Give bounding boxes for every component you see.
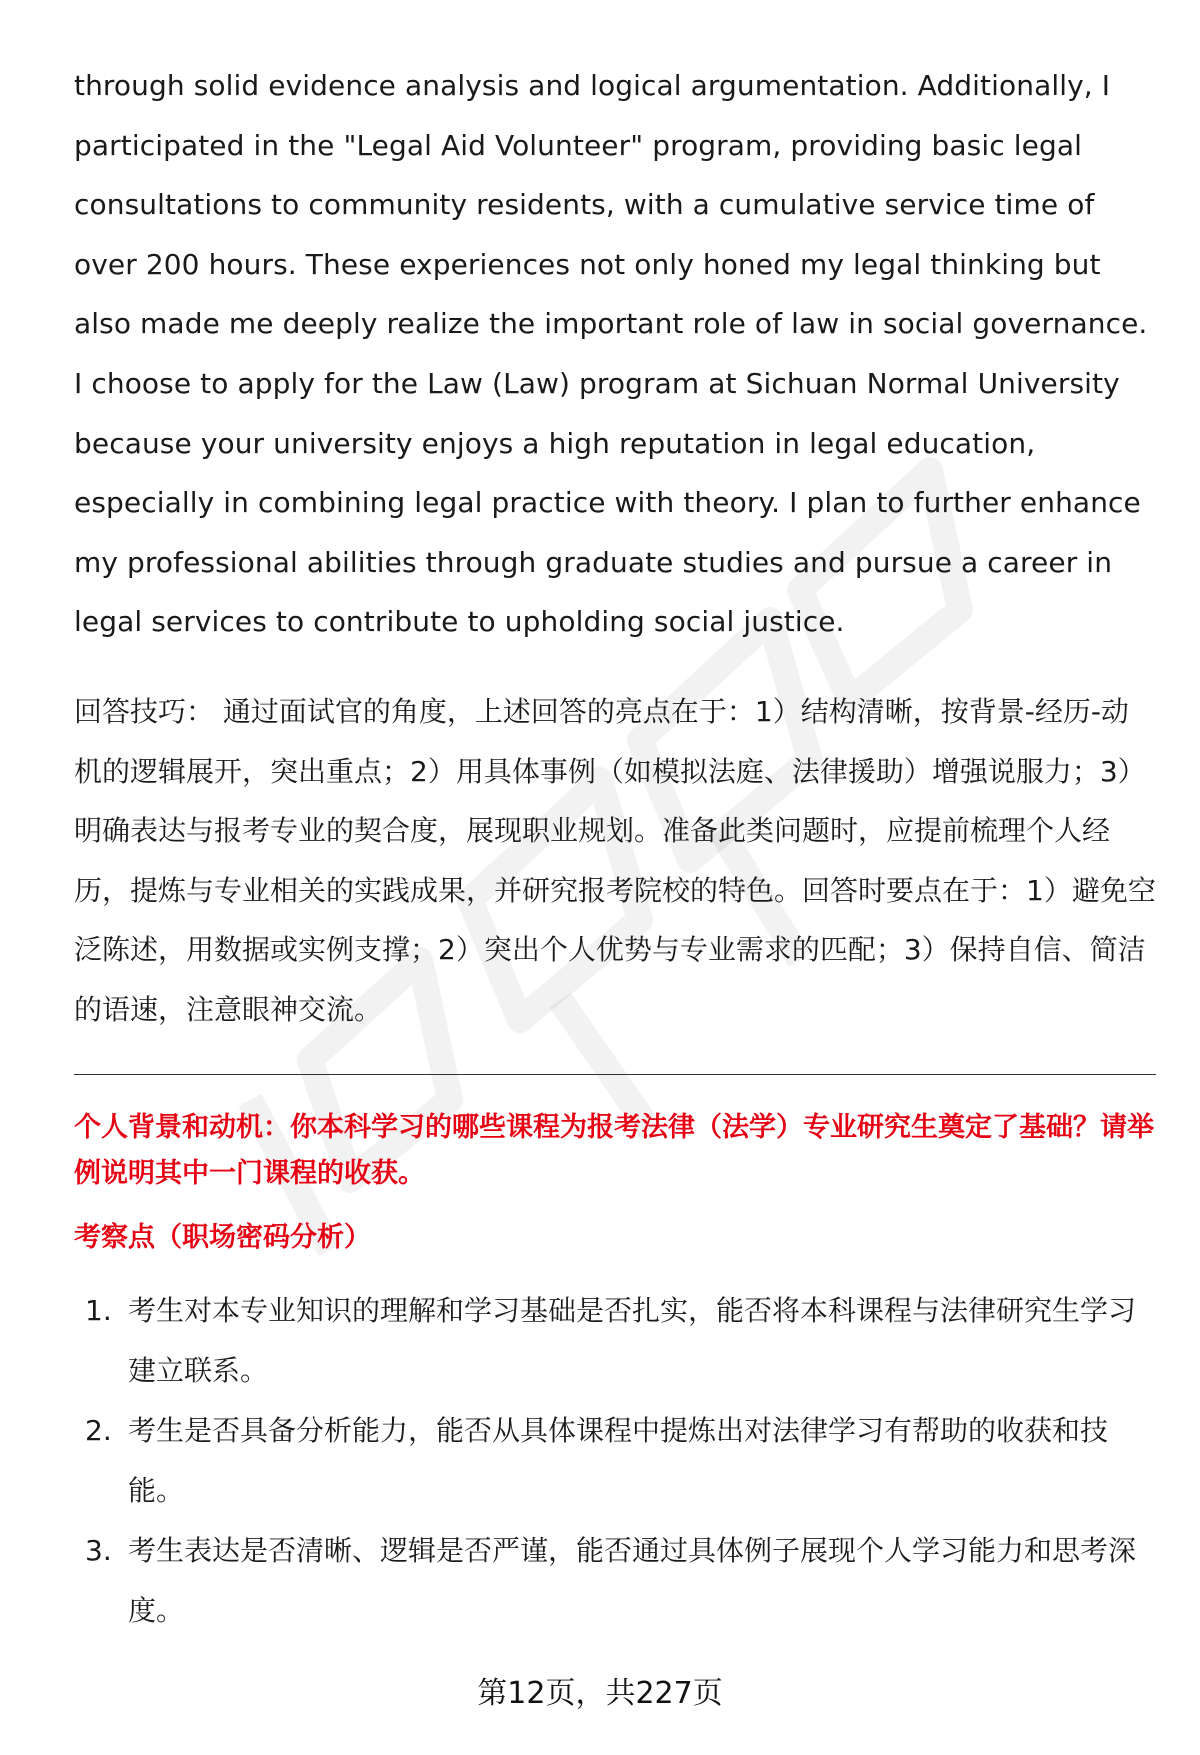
list-item-number: 1. bbox=[85, 1293, 112, 1327]
list-item-number: 2. bbox=[85, 1413, 112, 1447]
list-item-text: 考生表达是否清晰、逻辑是否严谨，能否通过具体例子展现个人学习能力和思考深度。 bbox=[128, 1533, 1137, 1627]
answer-tip-paragraph: 回答技巧： 通过面试官的角度，上述回答的亮点在于：1）结构清晰，按背景-经历-动机的逻辑展开，突出重点；2）用具体事例（如模拟法庭、法律援助）增强说服力；3）明确表达与报考专业的契合度，展现职业规划。准备此类问题时，应提前梳理个人经历，提炼与专业相关的实践成果，并研究报考院校的特色。回答时要点在于：1）避免空泛陈述，用数据或实例支撑；2）突出个人优势与专业需求的匹配；3）保持自信、简洁的语速，注意眼神交流。 bbox=[74, 694, 1156, 1026]
page-content bbox=[74, 56, 1156, 1641]
list-item-text: 考生对本专业知识的理解和学习基础是否扎实，能否将本科课程与法律研究生学习建立联系。 bbox=[128, 1293, 1137, 1387]
list-item-number: 3. bbox=[85, 1533, 112, 1567]
list-item-text: 考生是否具备分析能力，能否从具体课程中提炼出对法律学习有帮助的收获和技能。 bbox=[128, 1413, 1109, 1507]
section-divider bbox=[74, 1074, 1156, 1075]
english-answer-paragraph: through solid evidence analysis and logical argumentation. Additionally, I participated in the "Legal Aid Volunteer" program, providing basic legal consultations to community residents, with a cumulative service time of over 200 hours. These experiences not only honed my legal thinking but also made me deeply realize the important role of law in social governance. I choose to apply for the Law (Law) program at Sichuan Normal University because your university enjoys a high reputation in legal education, especially in combining legal practice with theory. I plan to further enhance my professional abilities through graduate studies and pursue a career in legal services to contribute to upholding social justice. bbox=[74, 69, 1148, 639]
assessment-points-list bbox=[74, 1281, 1156, 1641]
list-item bbox=[74, 1521, 1156, 1641]
question-heading: 个人背景和动机：你本科学习的哪些课程为报考法律（法学）专业研究生奠定了基础？请举例说明其中一门课程的收获。 bbox=[74, 1111, 1154, 1189]
page-number-footer: 第12页，共227页 bbox=[477, 1676, 723, 1711]
list-item bbox=[74, 1401, 1156, 1521]
list-item bbox=[74, 1281, 1156, 1401]
assessment-points-heading: 考察点（职场密码分析） bbox=[74, 1221, 371, 1253]
